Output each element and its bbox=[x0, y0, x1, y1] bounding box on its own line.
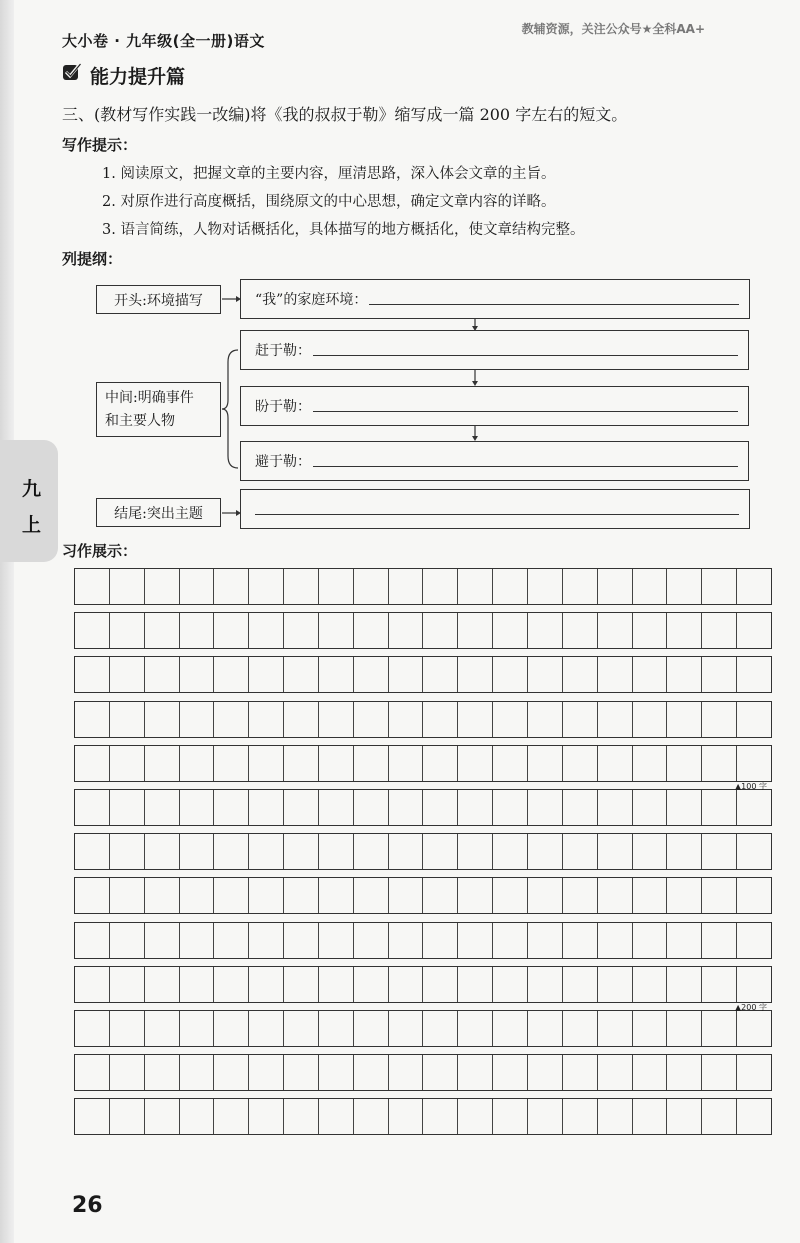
grid-cell[interactable] bbox=[563, 1011, 598, 1046]
grid-cell[interactable] bbox=[284, 657, 319, 692]
grid-cell[interactable] bbox=[458, 1099, 493, 1134]
grid-cell[interactable] bbox=[110, 569, 145, 604]
grid-cell[interactable] bbox=[458, 1011, 493, 1046]
grid-cell[interactable] bbox=[702, 746, 737, 781]
grid-cell[interactable] bbox=[110, 1055, 145, 1090]
grid-cell[interactable] bbox=[75, 834, 110, 869]
grid-cell[interactable] bbox=[737, 702, 771, 737]
grid-cell[interactable] bbox=[458, 746, 493, 781]
grid-cell[interactable] bbox=[284, 790, 319, 825]
grid-cell[interactable] bbox=[667, 923, 702, 958]
grid-cell[interactable] bbox=[563, 1099, 598, 1134]
grid-cell[interactable] bbox=[110, 613, 145, 648]
grid-cell[interactable] bbox=[563, 923, 598, 958]
grid-row[interactable] bbox=[74, 656, 772, 693]
grid-cell[interactable] bbox=[423, 1055, 458, 1090]
grid-cell[interactable] bbox=[493, 613, 528, 648]
grid-cell[interactable] bbox=[354, 702, 389, 737]
grid-cell[interactable] bbox=[214, 657, 249, 692]
grid-cell[interactable] bbox=[145, 569, 180, 604]
grid-cell[interactable] bbox=[423, 746, 458, 781]
grid-cell[interactable] bbox=[110, 923, 145, 958]
grid-cell[interactable] bbox=[563, 657, 598, 692]
grid-cell[interactable] bbox=[354, 1055, 389, 1090]
grid-cell[interactable] bbox=[145, 702, 180, 737]
grid-cell[interactable] bbox=[702, 834, 737, 869]
grid-cell[interactable] bbox=[702, 1099, 737, 1134]
book-title: 大小卷 · 九年级(全一册)语文 bbox=[62, 32, 265, 50]
grid-cell[interactable] bbox=[458, 1055, 493, 1090]
grid-cell[interactable] bbox=[145, 1055, 180, 1090]
grid-cell[interactable] bbox=[737, 569, 771, 604]
grid-cell[interactable] bbox=[598, 702, 633, 737]
grid-cell[interactable] bbox=[563, 746, 598, 781]
grid-cell[interactable] bbox=[354, 878, 389, 913]
grid-row[interactable] bbox=[74, 833, 772, 870]
grid-row[interactable] bbox=[74, 745, 772, 782]
grid-cell[interactable] bbox=[633, 569, 668, 604]
grid-row[interactable] bbox=[74, 1010, 772, 1047]
grid-cell[interactable] bbox=[598, 834, 633, 869]
grid-cell[interactable] bbox=[423, 834, 458, 869]
grid-cell[interactable] bbox=[737, 834, 771, 869]
grid-cell[interactable] bbox=[737, 746, 771, 781]
grid-cell[interactable] bbox=[563, 1055, 598, 1090]
grid-cell[interactable] bbox=[458, 702, 493, 737]
grid-cell[interactable] bbox=[214, 923, 249, 958]
grid-cell[interactable] bbox=[249, 657, 284, 692]
grid-cell[interactable] bbox=[214, 613, 249, 648]
grid-cell[interactable] bbox=[633, 834, 668, 869]
grid-cell[interactable] bbox=[110, 702, 145, 737]
grid-cell[interactable] bbox=[702, 702, 737, 737]
middle-field-3-label: 避于勒： bbox=[255, 454, 311, 470]
grid-cell[interactable] bbox=[319, 1011, 354, 1046]
grid-cell[interactable] bbox=[633, 923, 668, 958]
grid-cell[interactable] bbox=[319, 1055, 354, 1090]
grid-cell[interactable] bbox=[389, 834, 424, 869]
grid-cell[interactable] bbox=[423, 967, 458, 1002]
grid-cell[interactable] bbox=[528, 790, 563, 825]
grid-cell[interactable] bbox=[75, 1011, 110, 1046]
middle-box-line2: 和主要人物 bbox=[105, 413, 175, 429]
grid-row[interactable] bbox=[74, 1054, 772, 1091]
grid-cell[interactable] bbox=[737, 1011, 771, 1046]
grid-cell[interactable] bbox=[214, 790, 249, 825]
grid-cell[interactable] bbox=[667, 1055, 702, 1090]
grid-cell[interactable] bbox=[389, 1011, 424, 1046]
middle-field-2-label: 盼于勒： bbox=[255, 399, 311, 415]
grid-cell[interactable] bbox=[214, 569, 249, 604]
grid-cell[interactable] bbox=[737, 967, 771, 1002]
tip-item-1: 1. 阅读原文，把握文章的主要内容，厘清思路，深入体会文章的主旨。 bbox=[102, 166, 556, 182]
grid-row[interactable] bbox=[74, 612, 772, 649]
grid-cell[interactable] bbox=[528, 923, 563, 958]
grid-cell[interactable] bbox=[214, 702, 249, 737]
grid-cell[interactable] bbox=[249, 1055, 284, 1090]
grid-cell[interactable] bbox=[493, 923, 528, 958]
grid-cell[interactable] bbox=[493, 746, 528, 781]
grid-cell[interactable] bbox=[633, 746, 668, 781]
grid-cell[interactable] bbox=[249, 923, 284, 958]
grid-cell[interactable] bbox=[667, 746, 702, 781]
grid-cell[interactable] bbox=[249, 878, 284, 913]
writing-tips-label: 写作提示： bbox=[62, 136, 138, 154]
grid-cell[interactable] bbox=[180, 746, 215, 781]
grid-cell[interactable] bbox=[75, 790, 110, 825]
grid-cell[interactable] bbox=[598, 569, 633, 604]
grid-cell[interactable] bbox=[528, 834, 563, 869]
grid-cell[interactable] bbox=[75, 923, 110, 958]
grid-cell[interactable] bbox=[423, 613, 458, 648]
grid-cell[interactable] bbox=[633, 878, 668, 913]
grid-cell[interactable] bbox=[528, 569, 563, 604]
grid-cell[interactable] bbox=[145, 746, 180, 781]
grid-cell[interactable] bbox=[319, 967, 354, 1002]
grid-cell[interactable] bbox=[493, 1099, 528, 1134]
grid-cell[interactable] bbox=[284, 834, 319, 869]
grid-row[interactable] bbox=[74, 701, 772, 738]
grid-cell[interactable] bbox=[214, 967, 249, 1002]
grid-cell[interactable] bbox=[319, 834, 354, 869]
grid-cell[interactable] bbox=[389, 569, 424, 604]
grid-cell[interactable] bbox=[180, 923, 215, 958]
grid-cell[interactable] bbox=[75, 1099, 110, 1134]
grid-cell[interactable] bbox=[633, 790, 668, 825]
grid-cell[interactable] bbox=[667, 878, 702, 913]
grid-cell[interactable] bbox=[214, 1055, 249, 1090]
grid-cell[interactable] bbox=[319, 569, 354, 604]
grid-cell[interactable] bbox=[389, 613, 424, 648]
grid-cell[interactable] bbox=[458, 834, 493, 869]
grid-cell[interactable] bbox=[180, 702, 215, 737]
grid-cell[interactable] bbox=[180, 1011, 215, 1046]
grid-cell[interactable] bbox=[633, 1055, 668, 1090]
grid-cell[interactable] bbox=[284, 878, 319, 913]
watermark-text: 教辅资源，关注公众号★全科AA+ bbox=[521, 22, 705, 36]
grid-cell[interactable] bbox=[180, 878, 215, 913]
grid-cell[interactable] bbox=[737, 790, 771, 825]
grid-cell[interactable] bbox=[563, 702, 598, 737]
grid-cell[interactable] bbox=[180, 1099, 215, 1134]
grid-cell[interactable] bbox=[180, 569, 215, 604]
grid-cell[interactable] bbox=[493, 790, 528, 825]
grid-row[interactable] bbox=[74, 877, 772, 914]
grid-cell[interactable] bbox=[598, 878, 633, 913]
grid-cell[interactable] bbox=[145, 657, 180, 692]
grid-cell[interactable] bbox=[354, 790, 389, 825]
grid-row[interactable] bbox=[74, 1098, 772, 1135]
grid-row[interactable] bbox=[74, 966, 772, 1003]
grid-cell[interactable] bbox=[737, 923, 771, 958]
grid-cell[interactable] bbox=[354, 1011, 389, 1046]
side-tab-char2: 上 bbox=[22, 514, 42, 536]
grid-cell[interactable] bbox=[458, 878, 493, 913]
grid-cell[interactable] bbox=[75, 657, 110, 692]
grid-cell[interactable] bbox=[110, 790, 145, 825]
grid-cell[interactable] bbox=[249, 613, 284, 648]
grid-cell[interactable] bbox=[180, 657, 215, 692]
grid-cell[interactable] bbox=[528, 702, 563, 737]
grid-cell[interactable] bbox=[110, 1099, 145, 1134]
tip-item-3: 3. 语言简练，人物对话概括化，具体描写的地方概括化，使文章结构完整。 bbox=[102, 222, 585, 238]
grid-cell[interactable] bbox=[249, 790, 284, 825]
grid-cell[interactable] bbox=[110, 657, 145, 692]
grid-cell[interactable] bbox=[145, 878, 180, 913]
grid-cell[interactable] bbox=[493, 878, 528, 913]
grid-cell[interactable] bbox=[423, 657, 458, 692]
grade-side-tab bbox=[0, 440, 58, 562]
grid-cell[interactable] bbox=[737, 1099, 771, 1134]
grid-cell[interactable] bbox=[284, 702, 319, 737]
grid-cell[interactable] bbox=[284, 746, 319, 781]
grid-cell[interactable] bbox=[214, 1011, 249, 1046]
grid-cell[interactable] bbox=[633, 1099, 668, 1134]
grid-cell[interactable] bbox=[702, 1011, 737, 1046]
grid-cell[interactable] bbox=[633, 967, 668, 1002]
grid-cell[interactable] bbox=[423, 569, 458, 604]
grid-cell[interactable] bbox=[458, 657, 493, 692]
grid-cell[interactable] bbox=[633, 657, 668, 692]
grid-cell[interactable] bbox=[702, 657, 737, 692]
grid-cell[interactable] bbox=[319, 746, 354, 781]
grid-cell[interactable] bbox=[528, 657, 563, 692]
grid-cell[interactable] bbox=[180, 613, 215, 648]
grid-cell[interactable] bbox=[354, 746, 389, 781]
grid-cell[interactable] bbox=[598, 746, 633, 781]
grid-cell[interactable] bbox=[667, 1099, 702, 1134]
grid-cell[interactable] bbox=[145, 1011, 180, 1046]
grid-cell[interactable] bbox=[75, 746, 110, 781]
grid-cell[interactable] bbox=[319, 702, 354, 737]
grid-cell[interactable] bbox=[284, 569, 319, 604]
grid-cell[interactable] bbox=[180, 834, 215, 869]
grid-cell[interactable] bbox=[110, 746, 145, 781]
grid-cell[interactable] bbox=[214, 1099, 249, 1134]
grid-cell[interactable] bbox=[528, 967, 563, 1002]
outline-start-label: 开头:环境描写 bbox=[114, 292, 203, 309]
grid-cell[interactable] bbox=[389, 746, 424, 781]
grid-cell[interactable] bbox=[563, 790, 598, 825]
grid-cell[interactable] bbox=[249, 1011, 284, 1046]
grid-cell[interactable] bbox=[633, 613, 668, 648]
grid-cell[interactable] bbox=[702, 1055, 737, 1090]
grid-cell[interactable] bbox=[389, 790, 424, 825]
grid-cell[interactable] bbox=[284, 613, 319, 648]
grid-cell[interactable] bbox=[284, 1011, 319, 1046]
grid-cell[interactable] bbox=[145, 790, 180, 825]
grid-cell[interactable] bbox=[667, 657, 702, 692]
grid-cell[interactable] bbox=[214, 746, 249, 781]
grid-cell[interactable] bbox=[145, 967, 180, 1002]
grid-cell[interactable] bbox=[423, 1099, 458, 1134]
grid-cell[interactable] bbox=[110, 1011, 145, 1046]
grid-cell[interactable] bbox=[493, 702, 528, 737]
grid-cell[interactable] bbox=[354, 657, 389, 692]
grid-cell[interactable] bbox=[702, 923, 737, 958]
grid-cell[interactable] bbox=[75, 1055, 110, 1090]
grid-cell[interactable] bbox=[180, 790, 215, 825]
grid-cell[interactable] bbox=[214, 834, 249, 869]
grid-cell[interactable] bbox=[563, 878, 598, 913]
grid-cell[interactable] bbox=[249, 967, 284, 1002]
grid-cell[interactable] bbox=[598, 657, 633, 692]
grid-cell[interactable] bbox=[354, 569, 389, 604]
grid-cell[interactable] bbox=[598, 1055, 633, 1090]
grid-cell[interactable] bbox=[598, 1011, 633, 1046]
grid-cell[interactable] bbox=[354, 613, 389, 648]
grid-cell[interactable] bbox=[667, 790, 702, 825]
grid-cell[interactable] bbox=[180, 967, 215, 1002]
grid-cell[interactable] bbox=[249, 746, 284, 781]
grid-cell[interactable] bbox=[598, 923, 633, 958]
grid-cell[interactable] bbox=[389, 702, 424, 737]
grid-cell[interactable] bbox=[737, 613, 771, 648]
grid-cell[interactable] bbox=[75, 569, 110, 604]
grid-cell[interactable] bbox=[702, 878, 737, 913]
grid-cell[interactable] bbox=[284, 923, 319, 958]
middle-box-line1: 中间:明确事件 bbox=[105, 390, 194, 406]
grid-cell[interactable] bbox=[354, 923, 389, 958]
grid-cell[interactable] bbox=[423, 1011, 458, 1046]
grid-cell[interactable] bbox=[284, 1099, 319, 1134]
grid-cell[interactable] bbox=[667, 702, 702, 737]
grid-cell[interactable] bbox=[493, 657, 528, 692]
grid-cell[interactable] bbox=[598, 967, 633, 1002]
grid-cell[interactable] bbox=[110, 834, 145, 869]
grid-cell[interactable] bbox=[284, 1055, 319, 1090]
grid-cell[interactable] bbox=[737, 657, 771, 692]
grid-cell[interactable] bbox=[528, 1011, 563, 1046]
grid-cell[interactable] bbox=[319, 613, 354, 648]
grid-cell[interactable] bbox=[319, 790, 354, 825]
grid-cell[interactable] bbox=[493, 834, 528, 869]
grid-cell[interactable] bbox=[702, 613, 737, 648]
question-text: 三、(教材写作实践一改编)将《我的叔叔于勒》缩写成一篇 200 字左右的短文。 bbox=[62, 105, 628, 124]
grid-row[interactable] bbox=[74, 789, 772, 826]
grid-cell[interactable] bbox=[633, 1011, 668, 1046]
grid-cell[interactable] bbox=[667, 967, 702, 1002]
middle-field-1-label: 赶于勒： bbox=[255, 343, 311, 359]
page-number: 26 bbox=[72, 1193, 103, 1218]
grid-cell[interactable] bbox=[667, 1011, 702, 1046]
grid-cell[interactable] bbox=[667, 569, 702, 604]
grid-cell[interactable] bbox=[458, 923, 493, 958]
grid-cell[interactable] bbox=[458, 967, 493, 1002]
outline-connectors bbox=[0, 0, 800, 560]
grid-cell[interactable] bbox=[528, 1099, 563, 1134]
outline-label: 列提纲： bbox=[62, 250, 123, 268]
grid-cell[interactable] bbox=[75, 613, 110, 648]
grid-cell[interactable] bbox=[354, 1099, 389, 1134]
outline-end-label: 结尾:突出主题 bbox=[114, 505, 203, 522]
grid-cell[interactable] bbox=[458, 569, 493, 604]
grid-cell[interactable] bbox=[389, 967, 424, 1002]
grid-cell[interactable] bbox=[389, 657, 424, 692]
grid-cell[interactable] bbox=[75, 702, 110, 737]
grid-cell[interactable] bbox=[389, 1055, 424, 1090]
marker-200: ▲200 字 bbox=[735, 1003, 767, 1012]
grid-cell[interactable] bbox=[702, 967, 737, 1002]
grid-cell[interactable] bbox=[563, 613, 598, 648]
grid-cell[interactable] bbox=[75, 878, 110, 913]
grid-cell[interactable] bbox=[389, 878, 424, 913]
tip-item-2: 2. 对原作进行高度概括，围绕原文的中心思想，确定文章内容的详略。 bbox=[102, 194, 556, 210]
section-title: 能力提升篇 bbox=[90, 66, 186, 88]
grid-cell[interactable] bbox=[528, 746, 563, 781]
grid-cell[interactable] bbox=[528, 878, 563, 913]
marker-100: ▲100 字 bbox=[735, 782, 767, 791]
grid-cell[interactable] bbox=[702, 569, 737, 604]
grid-cell[interactable] bbox=[75, 967, 110, 1002]
grid-cell[interactable] bbox=[528, 1055, 563, 1090]
grid-cell[interactable] bbox=[737, 1055, 771, 1090]
grid-cell[interactable] bbox=[145, 834, 180, 869]
grid-cell[interactable] bbox=[667, 613, 702, 648]
grid-cell[interactable] bbox=[493, 967, 528, 1002]
grid-cell[interactable] bbox=[145, 923, 180, 958]
grid-cell[interactable] bbox=[493, 1055, 528, 1090]
grid-cell[interactable] bbox=[493, 569, 528, 604]
showcase-label: 习作展示： bbox=[62, 542, 138, 560]
grid-cell[interactable] bbox=[423, 923, 458, 958]
grid-row[interactable] bbox=[74, 922, 772, 959]
grid-cell[interactable] bbox=[180, 1055, 215, 1090]
grid-row[interactable] bbox=[74, 568, 772, 605]
grid-cell[interactable] bbox=[633, 702, 668, 737]
grid-cell[interactable] bbox=[249, 1099, 284, 1134]
grid-cell[interactable] bbox=[319, 923, 354, 958]
grid-cell[interactable] bbox=[563, 569, 598, 604]
grid-cell[interactable] bbox=[423, 878, 458, 913]
grid-cell[interactable] bbox=[249, 834, 284, 869]
grid-cell[interactable] bbox=[528, 613, 563, 648]
grid-cell[interactable] bbox=[563, 967, 598, 1002]
grid-cell[interactable] bbox=[458, 613, 493, 648]
grid-cell[interactable] bbox=[423, 702, 458, 737]
grid-cell[interactable] bbox=[284, 967, 319, 1002]
grid-cell[interactable] bbox=[110, 967, 145, 1002]
grid-cell[interactable] bbox=[354, 967, 389, 1002]
grid-cell[interactable] bbox=[145, 1099, 180, 1134]
grid-cell[interactable] bbox=[493, 1011, 528, 1046]
grid-cell[interactable] bbox=[563, 834, 598, 869]
grid-cell[interactable] bbox=[145, 613, 180, 648]
side-tab-char1: 九 bbox=[22, 478, 42, 500]
grid-cell[interactable] bbox=[598, 613, 633, 648]
grid-cell[interactable] bbox=[667, 834, 702, 869]
grid-cell[interactable] bbox=[423, 790, 458, 825]
grid-cell[interactable] bbox=[110, 878, 145, 913]
grid-cell[interactable] bbox=[354, 834, 389, 869]
grid-cell[interactable] bbox=[389, 1099, 424, 1134]
grid-cell[interactable] bbox=[249, 702, 284, 737]
grid-cell[interactable] bbox=[737, 878, 771, 913]
grid-cell[interactable] bbox=[319, 1099, 354, 1134]
grid-cell[interactable] bbox=[598, 790, 633, 825]
grid-cell[interactable] bbox=[702, 790, 737, 825]
grid-cell[interactable] bbox=[319, 657, 354, 692]
grid-cell[interactable] bbox=[458, 790, 493, 825]
grid-cell[interactable] bbox=[598, 1099, 633, 1134]
start-field-label: “我”的家庭环境： bbox=[255, 292, 368, 308]
grid-cell[interactable] bbox=[389, 923, 424, 958]
grid-cell[interactable] bbox=[214, 878, 249, 913]
grid-cell[interactable] bbox=[319, 878, 354, 913]
grid-cell[interactable] bbox=[249, 569, 284, 604]
